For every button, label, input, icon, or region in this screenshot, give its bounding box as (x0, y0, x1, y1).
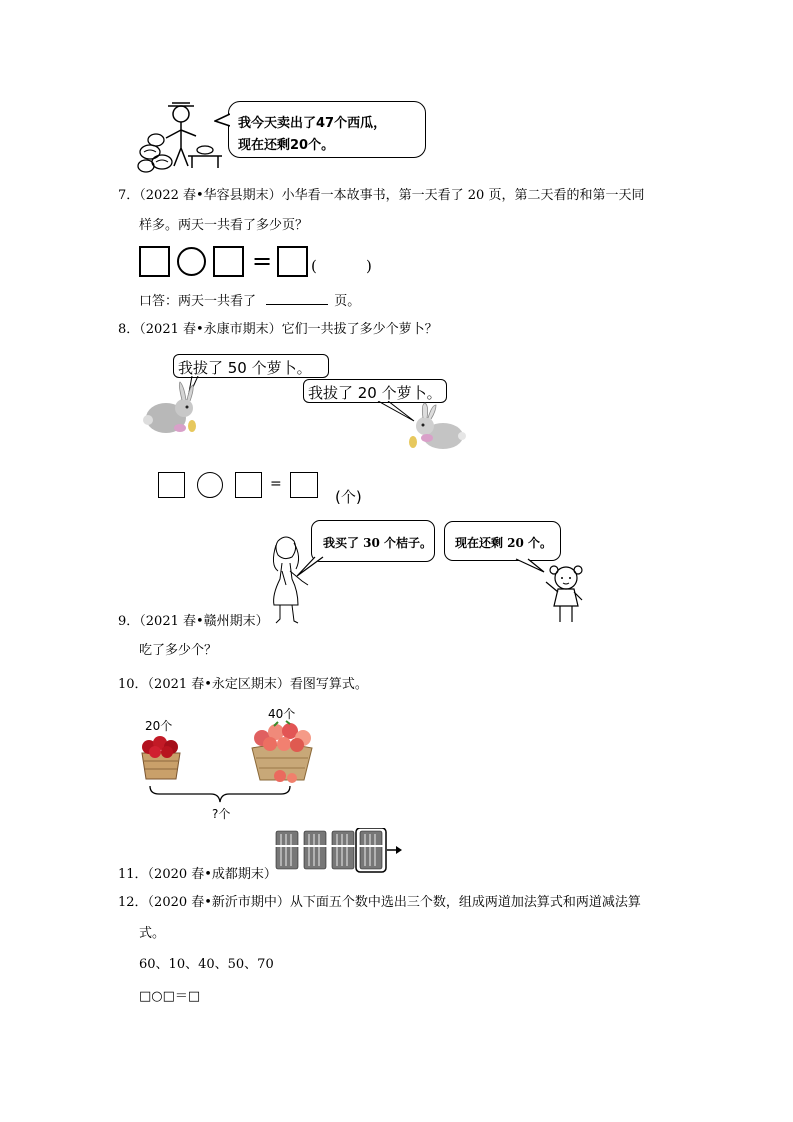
q8-operator-circle[interactable] (197, 472, 223, 498)
q7-answer-suffix: 页。 (334, 294, 361, 309)
q10-label-left: 20个 (145, 719, 173, 733)
q9-bubble-1 (311, 520, 435, 562)
counting-sticks-bundles-icon (272, 828, 404, 874)
apple-basket-large-icon (250, 718, 314, 784)
q7-oral-answer (139, 292, 360, 310)
q9-bubble-2-text: 现在还剩 20 个。 (455, 536, 553, 550)
q8-answer-box-1[interactable] (158, 472, 185, 498)
q9-bubble-2 (444, 521, 561, 561)
q8-answer-box-2[interactable] (235, 472, 262, 498)
bubble-line-2: 现在还剩20个。 (238, 138, 335, 153)
apple-basket-small-icon (139, 733, 183, 783)
q7-operator-circle[interactable] (177, 247, 206, 276)
q7-unit-paren-close: ) (366, 257, 372, 275)
q7-answer-box-result[interactable] (277, 246, 308, 277)
q8-bubble-2-text: 我拔了 20 个萝卜。 (308, 384, 442, 402)
q8-bubble-1-text: 我拔了 50 个萝卜。 (178, 359, 312, 377)
q9-question: 吃了多少个？ (139, 643, 218, 658)
q8-rabbit-bubble-2 (303, 379, 447, 403)
seller-speech-bubble (228, 101, 426, 158)
q7-line-2: 样多。两天一共看了多少页？ (139, 218, 309, 233)
q10-label-right: 40个 (268, 707, 296, 721)
q9-bubble-1-tail (295, 556, 325, 578)
q12-equation-template: □○□＝□ (139, 989, 201, 1004)
girl-left-icon (264, 535, 314, 627)
q8-unit: (个) (335, 488, 362, 506)
q7-equals-sign: = (252, 247, 273, 275)
q8-question: 8．（2021 春•永康市期末）它们一共拔了多少个萝卜？ (118, 322, 438, 337)
q12-numbers: 60、10、40、50、70 (139, 957, 274, 972)
q8-equals-sign: = (270, 476, 282, 492)
q7-answer-prefix: 口答：两天一共看了 (139, 294, 257, 309)
watermelon-seller-illustration (136, 100, 226, 175)
rabbit-right-icon (405, 402, 467, 454)
q9-bubble-1-text: 我买了 30 个桔子。 (323, 536, 433, 550)
q7-line-1: 7．（2022 春•华容县期末）小华看一本故事书，第一天看了 20 页，第二天看的和第一天同 (118, 188, 645, 203)
q7-unit-paren-open: ( (311, 257, 317, 275)
q10-label-total: ?个 (212, 807, 231, 821)
girl-right-icon (540, 562, 590, 626)
q12-line-2: 式。 (139, 926, 166, 941)
q12-line-1: 12．（2020 春•新沂市期中）从下面五个数中选出三个数，组成两道加法算式和两道减法算 (118, 895, 641, 910)
q8-answer-box-result[interactable] (290, 472, 318, 498)
q7-answer-box-1[interactable] (139, 246, 170, 277)
q8-rabbit-bubble-1 (173, 354, 329, 378)
q9-header: 9．（2021 春•赣州期末） (118, 614, 269, 629)
q11-header: 11．（2020 春•成都期末） (118, 867, 277, 882)
q10-question: 10．（2021 春•永定区期末）看图写算式。 (118, 677, 368, 692)
bubble-line-1: 我今天卖出了47个西瓜， (238, 116, 387, 131)
q7-answer-box-2[interactable] (213, 246, 244, 277)
q10-brace (145, 784, 295, 806)
q7-answer-blank[interactable] (266, 292, 328, 305)
rabbit-left-icon (140, 380, 200, 438)
bubble-tail (214, 112, 230, 128)
